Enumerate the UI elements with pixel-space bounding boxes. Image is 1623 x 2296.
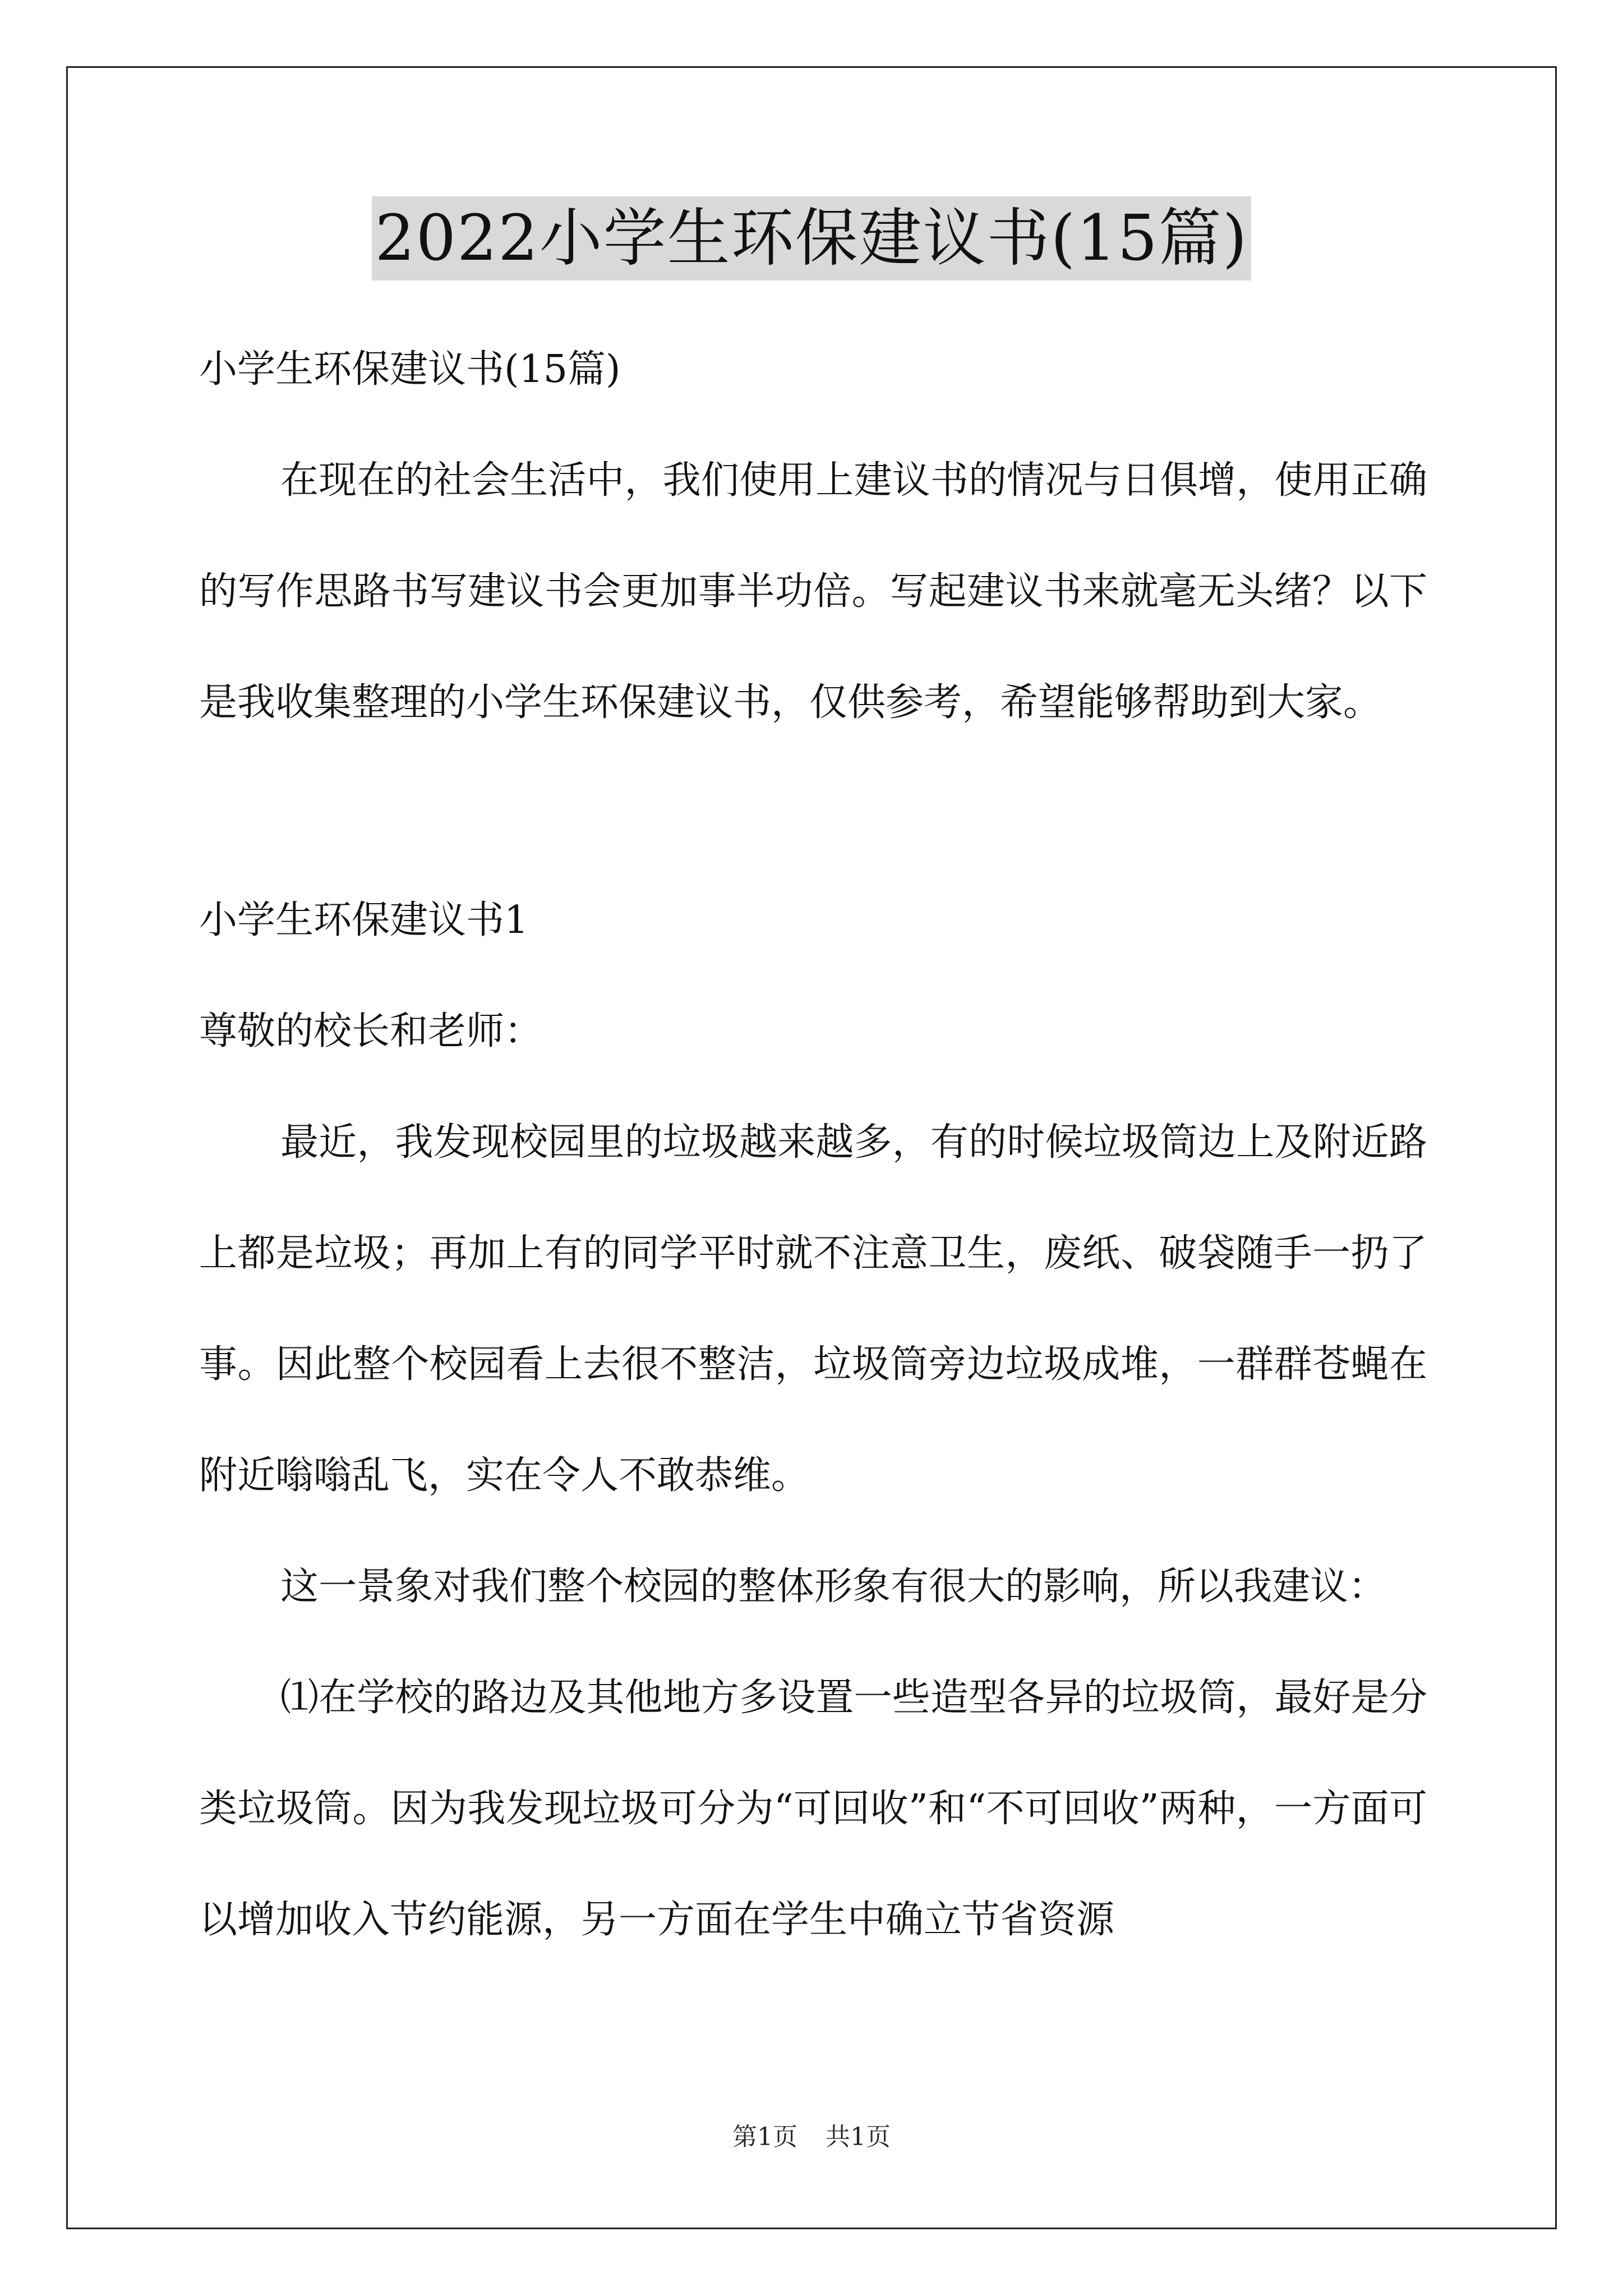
document-subtitle: 小学生环保建议书(15篇) bbox=[199, 347, 621, 392]
body-paragraph: 这一景象对我们整个校园的整体形象有很大的影响，所以我建议： bbox=[280, 1565, 1387, 1609]
body-paragraph: 最近，我发现校园里的垃圾越来越多，有的时候垃圾筒边上及附近路上都是垃圾；再加上有的同学平时就不注意卫生，废纸、破袋随手一扔了事。因此整个校园看上去很不整洁，垃圾筒旁边垃圾成堆，一群群苍蝇在附近嗡嗡乱飞，实在令人不敢恭维。 bbox=[199, 1120, 1427, 1498]
page-number-current: 第1页 bbox=[732, 2123, 797, 2151]
section-gap bbox=[199, 758, 1427, 865]
salutation: 尊敬的校长和老师： bbox=[199, 1009, 543, 1053]
section-heading: 小学生环保建议书1 bbox=[199, 898, 529, 942]
document-body bbox=[199, 314, 1427, 1976]
intro-paragraph: 在现在的社会生活中，我们使用上建议书的情况与日俱增，使用正确的写作思路书写建议书会更加事半功倍。写起建议书来就毫无头绪？以下是我收集整理的小学生环保建议书，仅供参考，希望能够帮助到大家。 bbox=[199, 458, 1427, 725]
page-number-total: 共1页 bbox=[826, 2123, 891, 2151]
body-paragraph: ⑴在学校的路边及其他地方多设置一些造型各异的垃圾筒，最好是分类垃圾筒。因为我发现垃圾可分为“可回收”和“不可回收”两种，一方面可以增加收入节约能源，另一方面在学生中确立节省资源 bbox=[199, 1676, 1427, 1942]
title-container bbox=[0, 196, 1623, 280]
document-title: 2022小学生环保建议书(15篇) bbox=[372, 196, 1252, 280]
page-footer bbox=[0, 2120, 1623, 2154]
